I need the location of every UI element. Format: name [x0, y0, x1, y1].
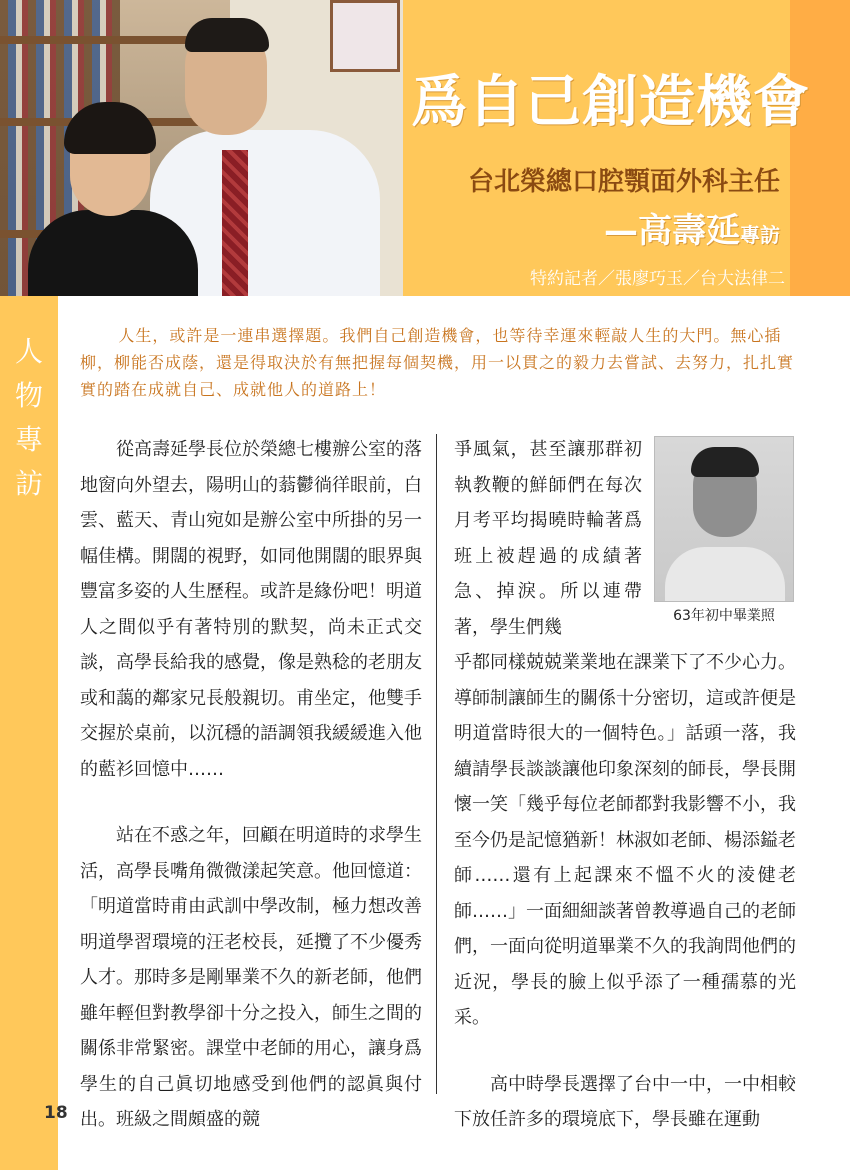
photo-caption: 63年初中畢業照: [673, 608, 775, 624]
section-tag: [14, 330, 44, 506]
section-tag-char: 人: [14, 335, 43, 368]
subtitle-position: 台北榮總口腔顎面外科主任: [467, 167, 780, 197]
graduation-photo: [654, 436, 794, 602]
page-number: 18: [44, 1103, 68, 1123]
body-column-2: [454, 645, 796, 1169]
wall-picture-frame: [330, 0, 400, 72]
section-tag-char: 訪: [14, 467, 43, 500]
interviewee-name: —高壽延: [604, 211, 740, 251]
column-divider: [436, 434, 437, 1094]
body-column-2-wrap: 爭風氣，甚至讓那群初執教鞭的鮮師們在每次月考平均揭曉時輪著爲班上被趕過的成績著急、掉淚。所以連帶著，學生們幾: [454, 439, 642, 638]
lead-paragraph: 人生，或許是一連串選擇題。我們自己創造機會，也等待幸運來輕敲人生的大門。無心插柳，柳能否成蔭，還是得取決於有無把握每個契機，用一以貫之的毅力去嘗試、去努力，扎扎實實的踏在成就自己、成就他人的道路上！: [80, 326, 795, 399]
article-title: 爲自己創造機會: [411, 69, 810, 135]
section-tag-char: 專: [14, 423, 43, 456]
body-paragraph: 高中時學長選擇了台中一中，一中相較下放任許多的環境底下，學長雖在運動: [454, 1073, 796, 1130]
body-paragraph: 從高壽延學長位於榮總七樓辦公室的落地窗向外望去，陽明山的蓊鬱徜徉眼前，白雲、藍天、青山宛如是辦公室中所掛的另一幅佳構。開闊的視野，如同他開闊的眼界與豐富多姿的人生歷程。或許是緣份吧！明道人之間似乎有著特別的默契，尚未正式交談，高學長給我的感覺，像是熟稔的老朋友或和藹的鄰家兄長般親切。甫坐定，他雙手交握於桌前，以沉穩的語調領我緩緩進入他的藍衫回憶中……: [80, 439, 422, 780]
byline: 特約記者／張廖巧玉／台大法律二: [530, 269, 785, 289]
body-paragraph: 站在不惑之年，回顧在明道時的求學生活，高學長嘴角微微漾起笑意。他回憶道：「明道當時甫由武訓中學改制，極力想改善明道學習環境的汪老校長，延攬了不少優秀人才。那時多是剛畢業不久的新老師，他們雖年輕但對教學卻十分之投入，師生之間的關係非常緊密。課堂中老師的用心，讓身爲學生的自己眞切地感受到他們的認眞與付出。班級之間頗盛的競: [80, 825, 422, 1130]
interview-label: 專訪: [740, 223, 780, 247]
subtitle-interviewee: [410, 210, 780, 256]
section-tag-char: 物: [14, 379, 43, 412]
header-photo: [0, 0, 403, 296]
body-column-1: [80, 432, 422, 1169]
header-stripe: [790, 0, 850, 296]
body-paragraph: 乎都同樣兢兢業業地在課業下了不少心力。導師制讓師生的關係十分密切，這或許便是明道當時很大的一個特色。」話頭一落，我續請學長談談讓他印象深刻的師長，學長開懷一笑「幾乎每位老師都對我影響不小，我至今仍是記憶猶新！林淑如老師、楊添鎰老師……還有上起課來不慍不火的淩健老師……」一面細細談著曾教導過自己的老師們，一面向從明道畢業不久的我詢問他們的近況，學長的臉上似乎添了一種孺慕的光采。: [454, 652, 796, 1028]
